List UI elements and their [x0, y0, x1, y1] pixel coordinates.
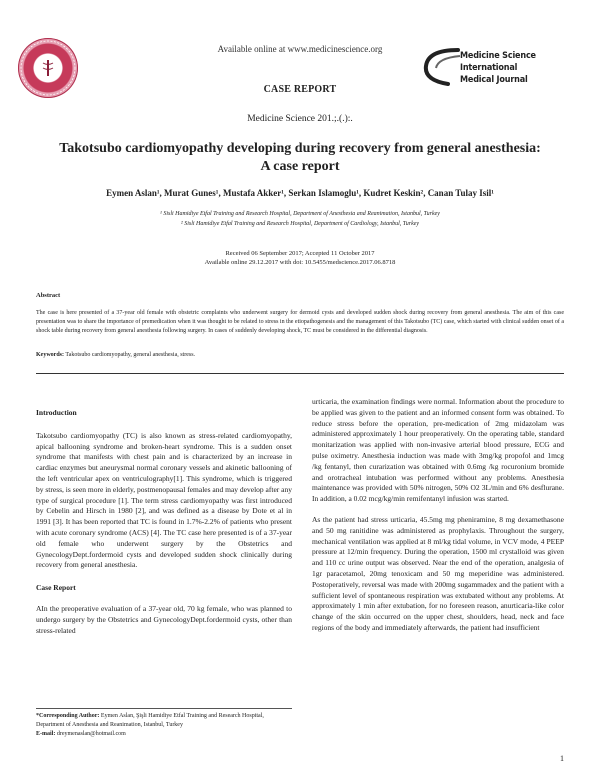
article-title: [0, 140, 600, 176]
caduceus-icon: [42, 60, 54, 76]
left-column: [36, 408, 292, 636]
introduction-paragraph: Takotsubo cardiomyopathy (TC) is also known as stress-related cardiomyopathy, apical ballooning syndrome and broken-heart syndrome. This is a sudden onset syndrome that manifests with chest pain and is characterized by an increase in cardiac enzymes but aneurysmal normal coronary vessels and akinetic ballooning of the left ventricular apex on ventriculography[1]. This syndrome, which is triggered by stress, is seen more in elderly, postmenopausal females and may develop after any type of surgical procedure [1]. The term stress cardiomyopathy was first introduced by Cebelin and Hirsch in 1980 [2], and was defined as a disease by Dote et al in 1991 [3]. It has been reported that TC is found in 1.7%-2.2% of patients who present with acute coronary syndrome (ACS) [4]. The TC case here presented is of a 37-year old female who underwent surgery by the Obstetrics and GynecologyDept.fordermoid cysts and developed sudden shock clinically during recovery from general anesthesia.: [36, 430, 292, 570]
title-line-2: A case report: [260, 159, 340, 174]
right-paragraph-2: As the patient had stress urticaria, 45.5mg mg pheniramine, 8 mg dexamethasone and 50 mg ranitidine was administered as prophylaxis. Throughout the surgery, mechanical ventilation was applied at 8 ml/kg tidal volume, in VCV mode, 4 PEEP pressure at 12/min frequency. During the operation, 1500 ml crystalloid was given and 110 cc urine output was observed. Near the end of the operation, analgesia of 1gr paracetamol, 20mg tenoxicam and 50 mg meperidine was administered. Postoperatively, reversal was made with 200mg sugammadex and the patient with a sufficient level of spontaneous respiration was extubated without any problems. At approximately 1 min after extubation, for no foreseen reason, anurticaria-like color change of the skin occurred on the upper chest, shoulders, head, neck and face regions of the body and immediately afterwards, the patient had insufficient: [312, 514, 564, 632]
section-divider: [36, 373, 564, 374]
corresponding-text: Eymen Aslan, Şişli Hamidiye Etfal Training and Research Hospital, Department of Anesthesia and Reanimation, Istanbul, Turkey: [36, 713, 264, 728]
case-report-paragraph: AIn the preoperative evaluation of a 37-year old, 70 kg female, who was planned to undergo surgery by the Obstetrics and GynecologyDept.fordermoid cysts, other than stress-related: [36, 603, 292, 635]
keywords-text: Takotsubo cardiomyopathy, general anesthesia, stress.: [65, 352, 196, 358]
case-report-label: CASE REPORT: [263, 84, 337, 95]
right-column: [312, 397, 564, 634]
page-number: 1: [560, 754, 564, 763]
journal-brand: [460, 50, 536, 86]
keywords: [36, 352, 195, 358]
brand-swoosh-icon: [418, 46, 462, 86]
introduction-heading: Introduction: [36, 408, 77, 417]
received-dates: Received 06 September 2017; Accepted 11 October 2017: [225, 250, 375, 257]
doi-line: Available online 29.12.2017 with doi: 10.5455/medscience.2017.06.8718: [204, 259, 396, 266]
affiliation-1: ¹ Sisli Hamidiye Etfal Training and Research Hospital, Department of Anesthesia and Reanimation, Istanbul, Turkey: [160, 211, 440, 217]
journal-citation-line: Medicine Science 201.;.(.):.: [247, 114, 353, 124]
affiliation-2: ² Sisli Hamidiye Etfal Training and Research Hospital, Department of Cardiology, Istanbul, Turkey: [180, 221, 420, 227]
case-report-heading: Case Report: [36, 583, 76, 593]
brand-line-3: Medical Journal: [460, 75, 528, 85]
corresponding-author: [36, 712, 292, 739]
footnote-divider: [36, 708, 292, 709]
email-address[interactable]: dreymenaslan@hotmail.com: [56, 731, 126, 737]
title-line-1: Takotsubo cardiomyopathy developing during recovery from general anesthesia:: [59, 141, 541, 156]
keywords-label: Keywords:: [36, 352, 64, 358]
email-label: E-mail:: [36, 731, 56, 737]
brand-line-2: International: [460, 63, 518, 73]
corresponding-label: *Corresponding Author:: [36, 713, 100, 719]
brand-line-1: Medicine Science: [460, 51, 536, 61]
author-list: Eymen Aslan¹, Murat Gunes¹, Mustafa Akker¹, Serkan Islamoglu¹, Kudret Keskin², Canan Tulay Isil¹: [106, 188, 494, 198]
right-paragraph-1: urticaria, the examination findings were normal. Information about the procedure to be applied was given to the patient and an informed consent form was obtained. To reduce stress before the operation, pre-medication of 2mg midazolam was administered approximately 1 hour preoperatively. On the operating table, standard monitarization was applied with non-invasive arterial blood pressure, ECG and pulse oximetry. Anesthesia induction was made with 3mg/kg propofol and 1mcg /kg fentanyl, then curarization was obtained with 0.6mg /kg rocuronium bromide and orotracheal intubation was performed without any problems. Anesthesia maintenance was provided with 50% nitrogen, 50% O2 3L/min and 6% desflurane. In addition, a 0.02 mcg/kg/min remifentanyl infusion was started.: [312, 397, 564, 504]
abstract-body: The case is here presented of a 37-year old female with obstetric complaints who underwent surgery for dermoid cysts and developed sudden shock during recovery from general anesthesia. The aim of this case presentation was to share the importance of premedication when it was thought to be related to stress in the etiopathogenesis and the management of this Takotsubo (TC) case, which started with clinical sudden onset of a shock table during recovery from general anesthesia following surgery. In cases of suddenly developing shock, TC must be considered in the differential diagnosis.: [36, 310, 564, 334]
abstract-heading: Abstract: [36, 292, 61, 299]
available-online-line: Available online at www.medicinescience.org: [217, 44, 383, 54]
